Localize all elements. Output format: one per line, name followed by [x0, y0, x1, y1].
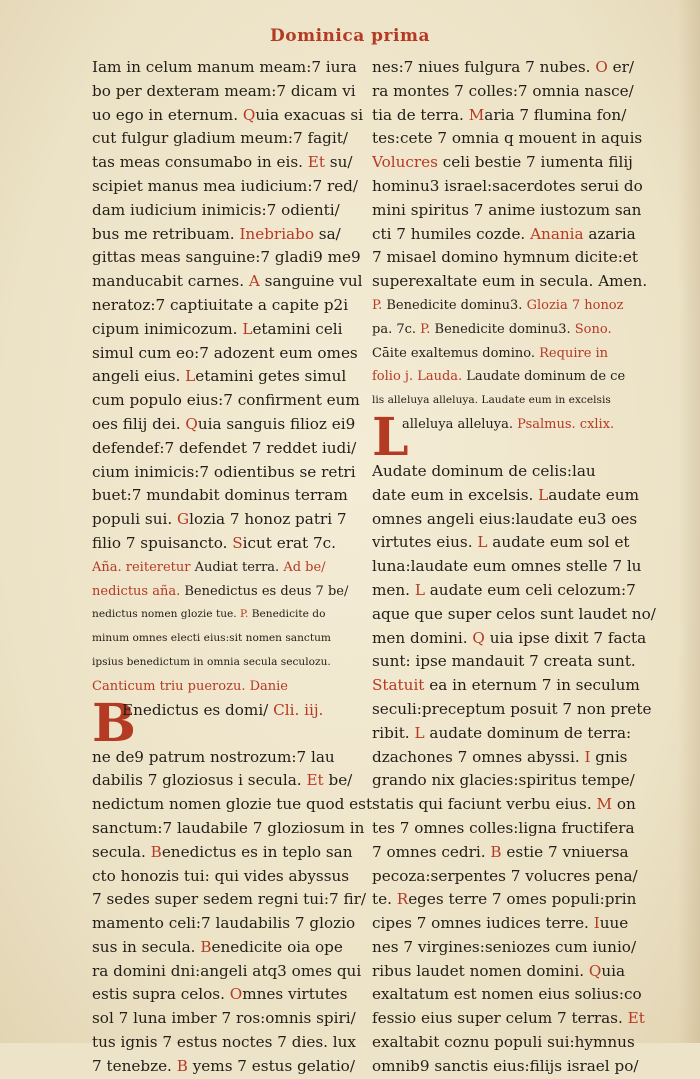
body-text: superexaltate eum in secula. Amen. — [372, 272, 648, 291]
body-text: 7 tenebze. — [92, 1056, 177, 1075]
text-line — [92, 484, 392, 508]
text-line — [372, 650, 664, 674]
body-text: celi bestie 7 iumenta filij — [437, 153, 633, 172]
text-line — [372, 841, 664, 865]
body-text: cut fulgur gladium meum:7 fagit/ — [92, 129, 348, 148]
rubric-text: Ad be/ — [283, 559, 326, 575]
body-text: ea in eternum 7 in seculum — [424, 676, 640, 695]
rubric-text: Volucres — [372, 153, 438, 172]
text-line — [372, 413, 664, 460]
body-text: eges terre 7 omes populi:prin — [408, 890, 637, 909]
body-text: scipiet manus mea iudicium:7 red/ — [92, 176, 359, 195]
text-line — [92, 1007, 392, 1031]
body-text: tes 7 omnes colles:ligna fructifera — [372, 818, 635, 837]
rubric-text: Q — [242, 105, 256, 124]
text-line — [372, 365, 664, 389]
text-line — [372, 817, 664, 841]
body-text: sunt: ipse mandauit 7 creata sunt. — [372, 652, 636, 671]
body-text: men domini. — [372, 628, 473, 647]
body-text: audate eum sol et — [487, 533, 630, 552]
body-text: bus me retribuam. — [92, 224, 240, 243]
body-text: er/ — [607, 58, 634, 76]
rubric-text: Et — [307, 153, 325, 172]
text-line — [372, 342, 664, 366]
text-line — [372, 793, 664, 817]
text-line — [92, 888, 392, 912]
body-text: gittas meas sanguine:7 gladi9 me9 — [92, 248, 361, 267]
text-line — [372, 484, 664, 508]
body-text: Laudate dominum de ce — [462, 369, 626, 385]
body-text: uia ipse dixit 7 facta — [484, 628, 647, 647]
body-text: tas meas consumabo in eis. — [92, 153, 308, 172]
rubric-text: Psalmus. cxlix. — [517, 416, 615, 432]
body-text: Enedictus es domi/ — [122, 700, 274, 719]
text-line — [372, 175, 664, 199]
text-line — [372, 1007, 664, 1031]
text-line — [372, 983, 664, 1007]
body-text: angeli eius. — [92, 367, 186, 386]
text-line — [372, 627, 664, 651]
running-head: Dominica prima — [270, 26, 430, 46]
text-line — [92, 556, 392, 580]
text-line — [372, 960, 664, 984]
rubric-text: Statuit — [372, 676, 425, 695]
body-text: pa. 7c. — [372, 321, 421, 337]
text-line — [372, 769, 664, 793]
body-text: mini spiritus 7 anime iustozum san — [372, 200, 642, 219]
text-line — [372, 603, 664, 627]
body-text: secula. — [92, 842, 151, 861]
text-line — [372, 555, 664, 579]
body-text: neratoz:7 captiuitate a capite p2i — [92, 295, 349, 314]
text-line — [92, 936, 392, 960]
text-line — [92, 246, 392, 270]
body-text: audate eum celi celozum:7 — [424, 580, 636, 599]
body-text: Benedicite dominu3. — [430, 321, 575, 337]
body-text: nes 7 virgines:seniozes cum iunio/ — [372, 937, 637, 956]
body-text: icut erat 7c. — [242, 533, 336, 552]
right-column — [372, 56, 664, 1079]
body-text: omnib9 sanctis eius:filijs israel po/ — [372, 1056, 639, 1075]
body-text: minum omnes electi eius:sit nomen sanctum — [92, 632, 331, 645]
body-text: grando nix glacies:spiritus tempe/ — [372, 771, 635, 790]
body-text: alleluya alleluya. — [402, 416, 518, 432]
rubric-text: Glozia 7 honoz — [526, 297, 624, 313]
text-line — [92, 532, 392, 556]
text-line — [92, 1055, 392, 1079]
body-text: tes:cete 7 omnia q mouent in aquis — [372, 129, 643, 148]
text-line — [92, 199, 392, 223]
body-text: azaria — [583, 224, 636, 243]
rubric-text: Inebriabo — [239, 224, 314, 243]
text-line — [92, 627, 392, 651]
body-text: ipsius benedictum in omnia secula seculozu. — [92, 655, 331, 668]
body-text: mnes virtutes — [242, 985, 348, 1004]
rubric-text: Cli. iij. — [273, 700, 324, 719]
text-line — [92, 675, 392, 699]
text-line — [92, 817, 392, 841]
body-text: estie 7 vniuersa — [501, 842, 629, 861]
body-text: Iam in celum manum meam:7 iura — [92, 58, 357, 76]
body-text: estis supra celos. — [92, 985, 230, 1004]
body-text: exaltabit coznu populi sui:hymnus — [372, 1033, 635, 1052]
body-text: ra montes 7 colles:7 omnia nasce/ — [372, 81, 634, 100]
rubric-text: L — [414, 723, 425, 742]
rubric-text: L — [414, 580, 425, 599]
body-text: te. — [372, 890, 397, 909]
rubric-text: A — [248, 272, 260, 291]
rubric-text: Require in — [539, 345, 609, 361]
body-text: Benedicite do — [248, 608, 326, 621]
body-text: uue — [599, 914, 629, 933]
body-text: date eum in excelsis. — [372, 485, 539, 504]
text-line — [92, 960, 392, 984]
body-text: fessio eius super celum 7 terras. — [372, 1009, 628, 1028]
body-text: nedictus nomen glozie tue. — [92, 608, 241, 621]
body-text: cti 7 humiles cozde. — [372, 224, 531, 243]
rubric-text: L — [538, 485, 549, 504]
rubric-text: Canticum triu puerozu. Danie — [92, 678, 288, 694]
text-line — [372, 127, 664, 151]
text-line — [92, 983, 392, 1007]
rubric-text: M — [596, 795, 613, 814]
body-text: Audate dominum de celis:lau — [372, 461, 596, 480]
text-line — [372, 674, 664, 698]
body-text: tus ignis 7 estus noctes 7 dies. lux — [92, 1033, 356, 1052]
body-text: hominu3 israel:sacerdotes serui do — [372, 176, 643, 195]
text-line — [92, 342, 392, 366]
body-text: uia exacuas si — [255, 105, 364, 124]
body-text: cipum inimicozum. — [92, 319, 243, 338]
rubric-text: L — [242, 319, 253, 338]
text-line — [372, 80, 664, 104]
body-text: sanguine vul — [259, 272, 363, 291]
body-text: enedicite oia ope — [211, 937, 343, 956]
text-line — [92, 389, 392, 413]
body-text: omnes angeli eius:laudate eu3 oes — [372, 509, 638, 528]
text-line — [372, 746, 664, 770]
text-line — [92, 318, 392, 342]
body-text: bo per dexteram meam:7 dicam vi — [92, 81, 356, 100]
rubric-text: O — [229, 985, 243, 1004]
body-text: uia sanguis filioz ei9 — [197, 414, 356, 433]
rubric-text: B — [490, 842, 502, 861]
body-text: buet:7 mundabit dominus terram — [92, 486, 348, 505]
text-line — [92, 294, 392, 318]
body-text: exaltatum est nomen eius solius:co — [372, 985, 642, 1004]
rubric-text: nedictus aña. — [92, 583, 185, 599]
text-line — [372, 936, 664, 960]
text-line — [92, 746, 392, 770]
text-line — [372, 199, 664, 223]
body-text: defendef:7 defendet 7 reddet iudi/ — [92, 438, 357, 457]
body-text: lis alleluya alleluya. Laudate eum in excelsis — [372, 394, 611, 407]
text-line — [372, 865, 664, 889]
text-line — [92, 603, 392, 627]
body-text: uo ego in eternum. — [92, 105, 243, 124]
text-line — [92, 793, 392, 817]
body-text: filio 7 spuisancto. — [92, 533, 233, 552]
text-line — [92, 912, 392, 936]
text-line — [372, 508, 664, 532]
rubric-text: Et — [306, 771, 324, 790]
body-text: on — [612, 795, 636, 814]
body-text: 7 omnes cedri. — [372, 842, 491, 861]
body-text: luna:laudate eum omnes stelle 7 lu — [372, 557, 642, 576]
text-line — [92, 175, 392, 199]
text-line — [372, 460, 664, 484]
text-line — [92, 223, 392, 247]
body-text: seculi:preceptum posuit 7 non prete — [372, 699, 652, 718]
body-text: manducabit carnes. — [92, 272, 249, 291]
rubric-text: B — [176, 1056, 188, 1075]
text-line — [92, 461, 392, 485]
text-line — [372, 318, 664, 342]
body-text: Cāite exaltemus domino. — [372, 345, 540, 361]
text-line — [92, 508, 392, 532]
text-line — [92, 80, 392, 104]
body-text: be/ — [323, 771, 353, 790]
body-text: men. — [372, 580, 415, 599]
text-line — [92, 56, 392, 80]
rubric-text: L — [185, 367, 196, 386]
body-text: tia de terra. — [372, 105, 469, 124]
text-line — [372, 698, 664, 722]
rubric-text: folio j. Lauda. — [372, 369, 463, 385]
rubric-text: P. — [240, 608, 249, 621]
body-text: su/ — [324, 153, 353, 172]
left-column — [92, 56, 392, 1079]
text-line — [92, 865, 392, 889]
body-text: nes:7 niues fulgura 7 nubes. — [372, 58, 596, 76]
body-text: dzachones 7 omnes abyssi. — [372, 747, 585, 766]
rubric-text: L — [477, 533, 488, 552]
body-text: sol 7 luna imber 7 ros:omnis spiri/ — [92, 1009, 356, 1028]
body-text: mamento celi:7 laudabilis 7 glozio — [92, 914, 356, 933]
body-text: etamini getes simul — [195, 367, 347, 386]
body-text: simul cum eo:7 adozent eum omes — [92, 343, 358, 362]
text-line — [372, 151, 664, 175]
text-line — [372, 223, 664, 247]
text-line — [92, 127, 392, 151]
text-line — [92, 365, 392, 389]
text-line — [372, 246, 664, 270]
rubric-text: Sono. — [574, 321, 612, 337]
text-line — [372, 56, 664, 80]
body-text: sus in secula. — [92, 937, 201, 956]
text-line — [372, 531, 664, 555]
body-text: 7 sedes super sedem regni tui:7 fir/ — [92, 890, 366, 909]
body-text: populi sui. — [92, 510, 177, 529]
rubric-text: Aña. reiteretur — [92, 559, 191, 575]
rubric-text: B — [150, 842, 162, 861]
body-text: nedictum nomen glozie tue quod est — [92, 795, 373, 814]
rubric-text: S — [232, 533, 243, 552]
rubric-text: G — [177, 510, 190, 529]
body-text: oes filij dei. — [92, 414, 186, 433]
body-text: enedictus es in teplo san — [161, 842, 353, 861]
body-text: lozia 7 honoz patri 7 — [189, 510, 347, 529]
text-line — [372, 104, 664, 128]
text-line — [92, 437, 392, 461]
text-line — [92, 699, 392, 746]
body-text: Benedicite dominu3. — [382, 297, 527, 313]
text-line — [92, 841, 392, 865]
body-text: sanctum:7 laudabile 7 gloziosum in — [92, 818, 365, 837]
rubric-text: I — [584, 747, 591, 766]
text-line — [372, 722, 664, 746]
text-line — [372, 579, 664, 603]
body-text: yems 7 estus gelatio/ — [187, 1056, 355, 1075]
body-text: Benedictus es deus 7 be/ — [184, 583, 349, 599]
body-text: gnis — [590, 747, 628, 766]
body-text: audate eum — [548, 485, 639, 504]
rubric-text: B — [200, 937, 212, 956]
text-line — [92, 651, 392, 675]
text-line — [372, 270, 664, 294]
rubric-text: O — [595, 58, 608, 76]
body-text: ra domini dni:angeli atq3 omes qui — [92, 961, 362, 980]
body-text: dabilis 7 gloziosus i secula. — [92, 771, 307, 790]
text-line — [372, 888, 664, 912]
body-text: cum populo eius:7 confirment eum — [92, 391, 360, 410]
text-line — [92, 270, 392, 294]
body-text: ribit. — [372, 723, 415, 742]
body-text: virtutes eius. — [372, 533, 478, 552]
rubric-text: Q — [185, 414, 198, 433]
body-text: cium inimicis:7 odientibus se retri — [92, 462, 356, 481]
body-text: ne de9 patrum nostrozum:7 lau — [92, 747, 335, 766]
text-line — [92, 580, 392, 604]
drop-initial: L — [372, 412, 409, 460]
text-line — [372, 389, 664, 413]
body-text: 7 misael domino hymnum dicite:et — [372, 248, 638, 267]
body-text: statis qui faciunt verbu eius. — [372, 795, 597, 814]
body-text: aque que super celos sunt laudet no/ — [372, 604, 656, 623]
text-line — [92, 769, 392, 793]
body-text: cipes 7 omnes iudices terre. — [372, 914, 594, 933]
body-text: audate dominum de terra: — [424, 723, 632, 742]
rubric-text: Et — [627, 1009, 645, 1028]
rubric-text: I — [593, 914, 600, 933]
rubric-text: P. — [372, 297, 383, 313]
body-text: pecoza:serpentes 7 volucres pena/ — [372, 866, 638, 885]
text-line — [372, 1055, 664, 1079]
text-line — [92, 151, 392, 175]
rubric-text: M — [468, 105, 485, 124]
rubric-text: R — [396, 890, 409, 909]
body-text: dam iudicium inimicis:7 odienti/ — [92, 200, 340, 219]
rubric-text: Anania — [530, 224, 584, 243]
body-text: cto honozis tui: qui vides abyssus — [92, 866, 350, 885]
body-text: sa/ — [313, 224, 341, 243]
body-text: ribus laudet nomen domini. — [372, 961, 589, 980]
text-line — [92, 413, 392, 437]
drop-initial: B — [92, 698, 136, 746]
text-line — [92, 104, 392, 128]
rubric-text: P. — [420, 321, 431, 337]
body-text: etamini celi — [252, 319, 343, 338]
body-text: Audiat terra. — [190, 559, 284, 575]
body-text: uia — [601, 961, 626, 980]
rubric-text: Q — [472, 628, 485, 647]
text-line — [372, 294, 664, 318]
body-text: aria 7 flumina fon/ — [484, 105, 627, 124]
text-line — [372, 912, 664, 936]
rubric-text: Q — [588, 961, 602, 980]
